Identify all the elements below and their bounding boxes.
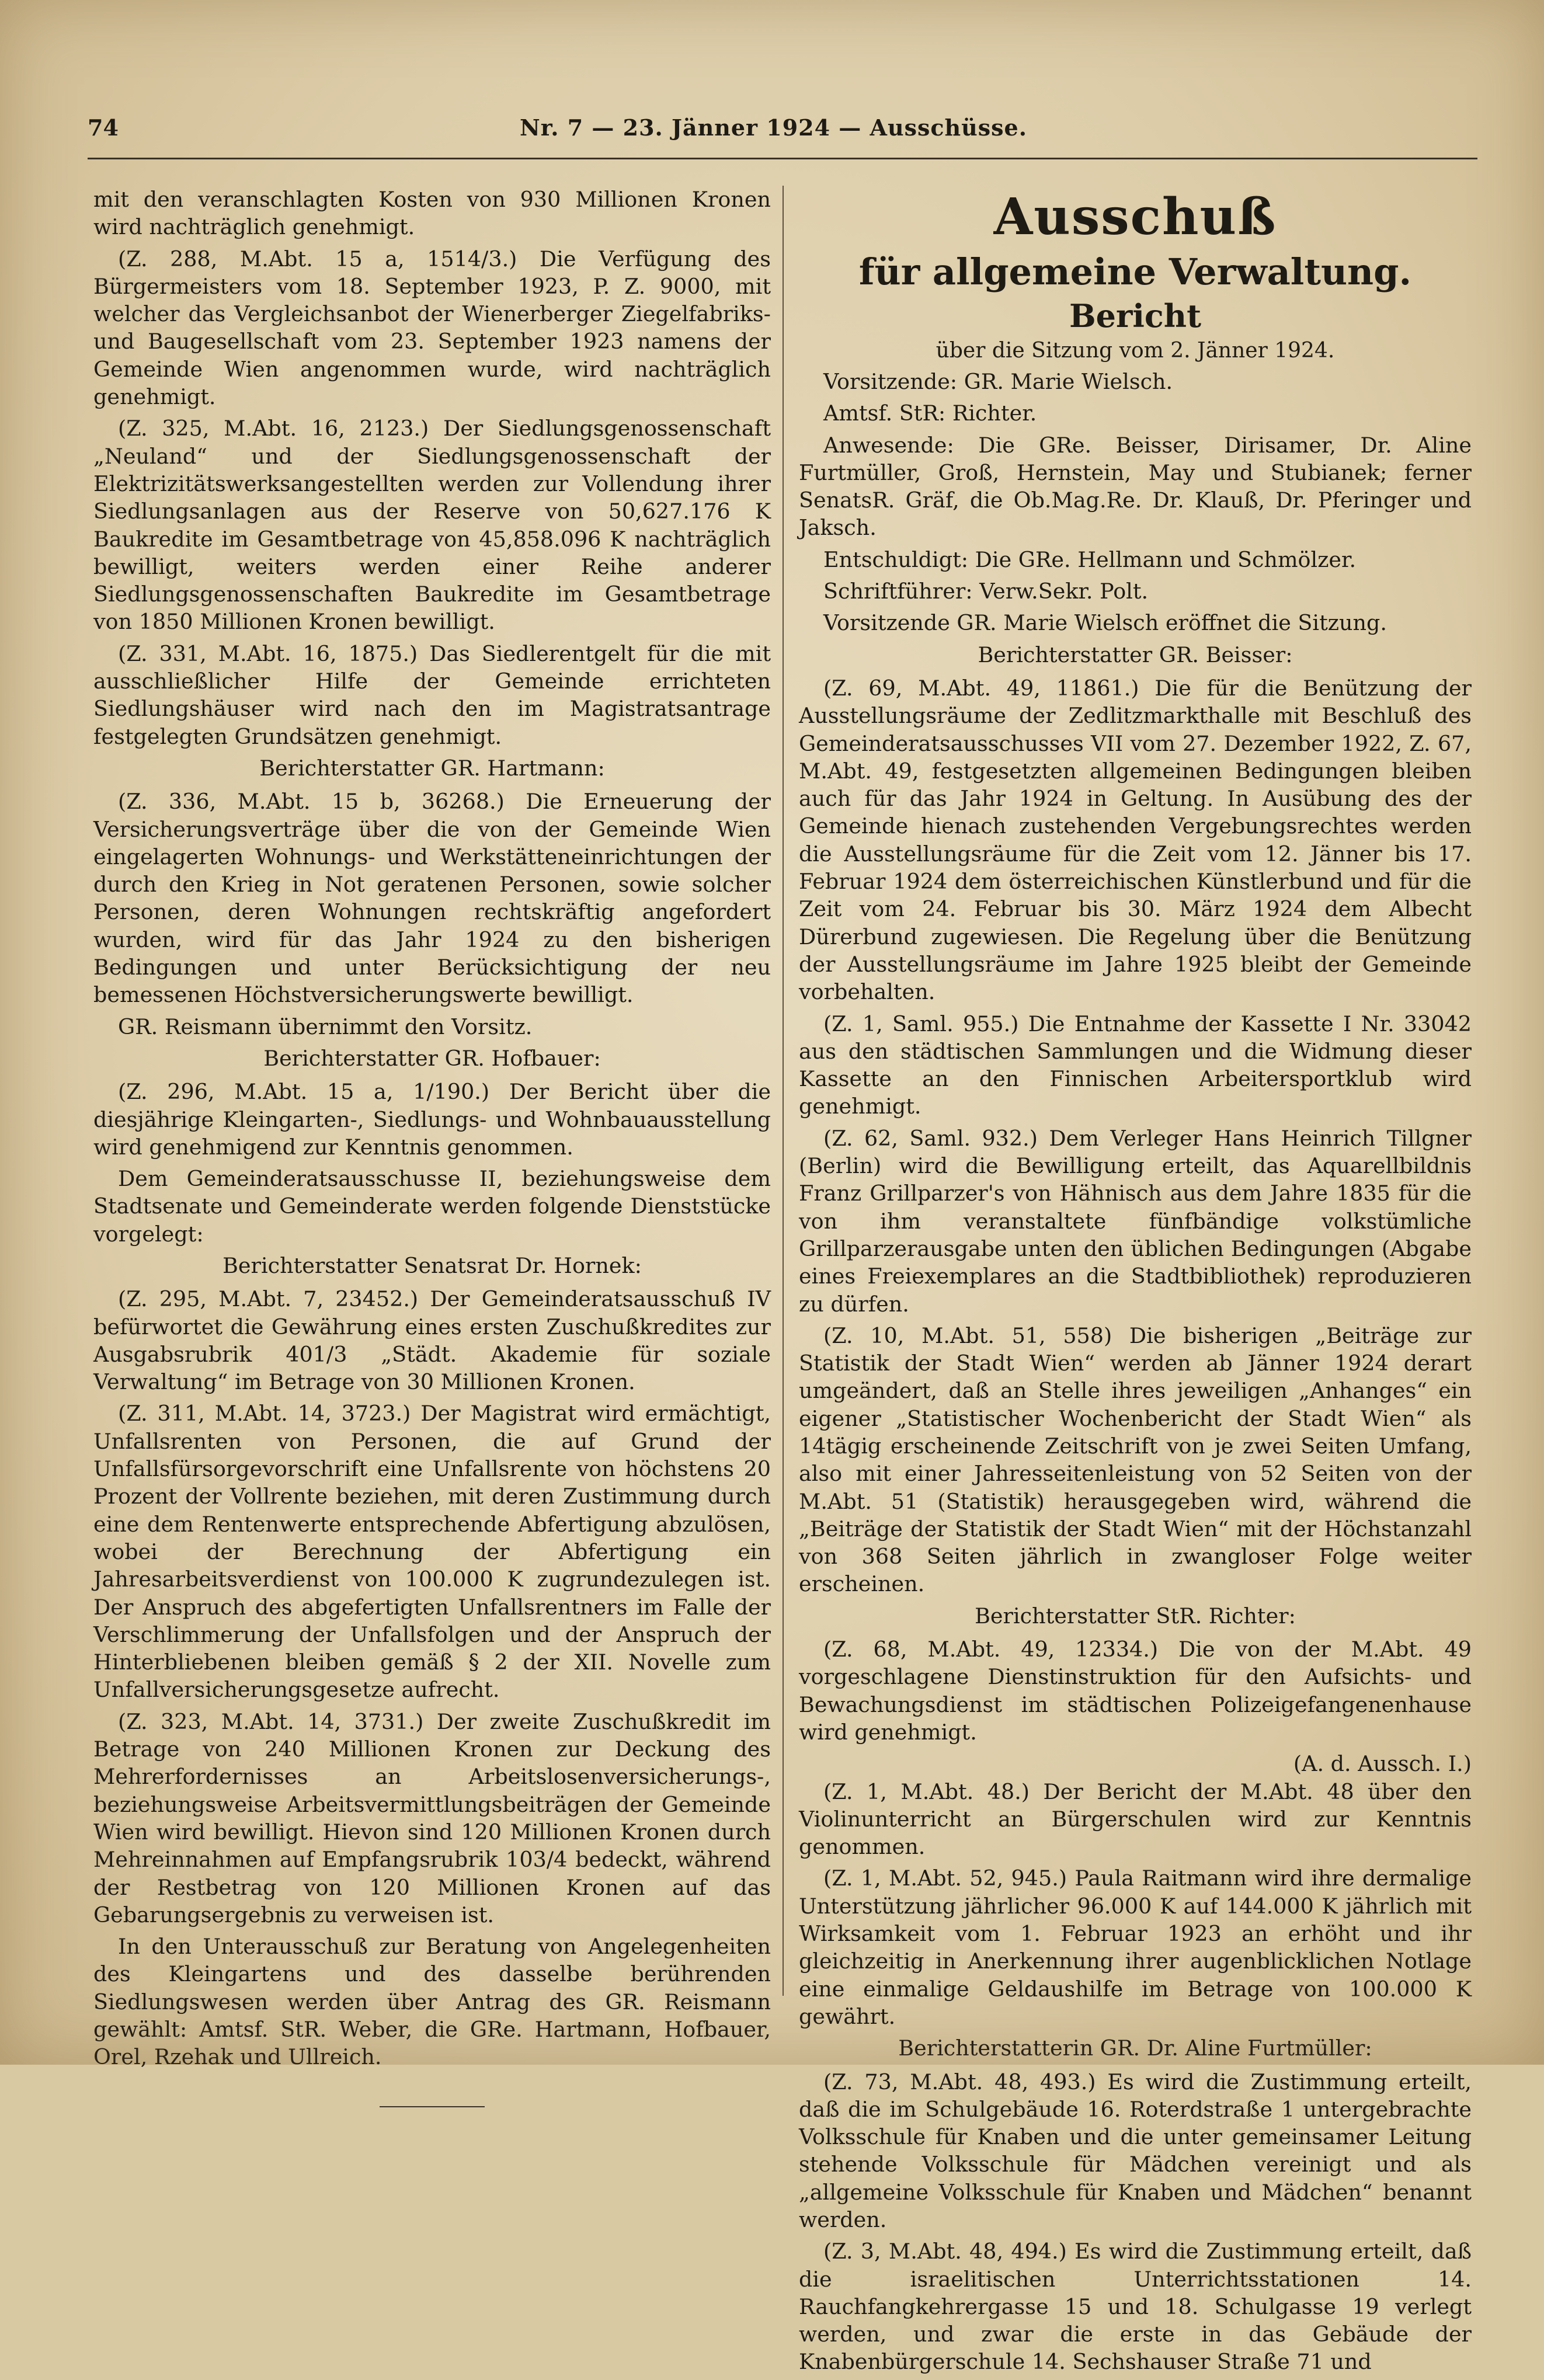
right-paragraph: (Z. 68, M.Abt. 49, 12334.) Die von der M.Abt. 49 vorgeschlagene Dienstinstruktion für den Aufsichts- und Bewachungsdienst im städtischen Polizeigefangenenhause wird genehmigt.	[799, 1637, 1472, 1745]
page-number: 74	[88, 114, 119, 141]
committee-ii-intro: Dem Gemeinderatsausschusse II, beziehungsweise dem Stadtsenate und Gemeinderate werden folgende Dienststücke vorgelegt:	[93, 1166, 771, 1247]
rapporteur-heading: Berichterstatter GR. Hofbauer:	[263, 1045, 601, 1071]
page-header	[88, 114, 1477, 149]
right-column	[799, 186, 1472, 2380]
right-paragraph: (Z. 1, Saml. 955.) Die Entnahme der Kassette I Nr. 33042 aus den städtischen Sammlungen und die Widmung dieser Kassette an den Finnischen Arbeitersportklub wird genehmigt.	[799, 1011, 1472, 1119]
left-paragraph: (Z. 325, M.Abt. 16, 2123.) Der Siedlungsgenossenschaft „Neuland“ und der Siedlungsgenossenschaft der Elektrizitätswerksangestellten werden zur Vollendung ihrer Siedlungsanlagen aus der Reserve von 50,627.176 K Baukredite im Gesamtbetrage von 45,858.096 K nachträglich bewilligt, weiters werden einer Reihe anderer Siedlungsgenossenschaften Baukredite im Gesamtbetrage von 1850 Millionen Kronen bewilligt.	[93, 416, 771, 635]
left-paragraph: (Z. 331, M.Abt. 16, 1875.) Das Siedlerentgelt für die mit ausschließlicher Hilfe der Gemeinde errichteten Siedlungshäuser wird nach den im Magistratsantrage festgelegten Grundsätzen genehmigt.	[93, 641, 771, 749]
referral-note: (A. d. Aussch. I.)	[1293, 1751, 1472, 1777]
right-paragraph: (Z. 69, M.Abt. 49, 11861.) Die für die Benützung der Ausstellungsräume der Zedlitzmarkthalle mit Beschluß des Gemeinderatsausschusses VII vom 27. Dezember 1922, Z. 67, M.Abt. 49, festgesetzten allgemeinen Bedingungen bleiben auch für das Jahr 1924 in Geltung. In Ausübung des der Gemeinde hienach zustehenden Vergebungsrechtes werden die Ausstellungsräume für die Zeit vom 12. Jänner bis 17. Februar 1924 dem österreichischen Künstlerbund und für die Zeit vom 24. Februar bis 30. März 1924 dem Albecht Dürerbund zugewiesen. Die Regelung über die Benützung der Ausstellungsräume im Jahre 1925 bleibt der Gemeinde vorbehalten.	[799, 675, 1472, 1005]
right-paragraph: (Z. 10, M.Abt. 51, 558) Die bisherigen „Beiträge zur Statistik der Stadt Wien“ werden ab Jänner 1924 derart umgeändert, daß an Stelle ihres jeweiligen „Anhanges“ ein eigener „Statistischer Wochenbericht der Stadt Wien“ als 14tägig erscheinende Zeitschrift von je zwei Seiten Umfang, also mit einer Jahresseitenleistung von 52 Seiten von der M.Abt. 51 (Statistik) herausgegeben wird, während die „Beiträge der Statistik der Stadt Wien“ mit der Höchstanzahl von 368 Seiten jährlich in zwangloser Folge weiter erscheinen.	[799, 1323, 1472, 1597]
left-column	[93, 186, 771, 2107]
right-paragraph: (Z. 1, M.Abt. 52, 945.) Paula Raitmann wird ihre dermalige Unterstützung jährlicher 96.000 K auf 144.000 K jährlich mit Wirksamkeit vom 1. Februar 1923 an erhöht und ihr gleichzeitig in Anerkennung ihrer augenblicklichen Notlage eine einmalige Geldaushilfe im Betrage von 100.000 K gewährt.	[799, 1866, 1472, 2029]
chair-line: Vorsitzende: GR. Marie Wielsch.	[823, 369, 1173, 394]
rapporteur-heading: Berichterstatter Senatsrat Dr. Hornek:	[222, 1252, 642, 1278]
running-head: Nr. 7 — 23. Jänner 1924 — Ausschüsse.	[520, 114, 1027, 141]
left-paragraph: (Z. 311, M.Abt. 14, 3723.) Der Magistrat wird ermächtigt, Unfallsrenten von Personen, die auf Grund der Unfallsfürsorgevorschrift eine Unfallsrente von höchstens 20 Prozent der Vollrente beziehen, mit deren Zustimmung durch eine dem Rentenwerte entsprechende Abfertigung abzulösen, wobei der Berechnung der Abfertigung ein Jahresarbeitsverdienst von 100.000 K zugrundezulegen ist. Der Anspruch des abgefertigten Unfallsrentners im Falle der Verschlimmerung der Unfallsfolgen und der Anspruch der Hinterbliebenen bleiben gemäß § 2 der XII. Novelle zum Unfallversicherungsgesetze aufrecht.	[93, 1401, 771, 1703]
left-paragraph: (Z. 296, M.Abt. 15 a, 1/190.) Der Bericht über die diesjährige Kleingarten-, Siedlungs- und Wohnbauausstellung wird genehmigend zur Kenntnis genommen.	[93, 1079, 771, 1160]
secretary-line: Schriftführer: Verw.Sekr. Polt.	[823, 579, 1149, 604]
section-subtitle: für allgemeine Verwaltung.	[858, 250, 1412, 293]
opening-line: Vorsitzende GR. Marie Wielsch eröffnet die Sitzung.	[823, 610, 1387, 636]
left-paragraph: mit den veranschlagten Kosten von 930 Millionen Kronen wird nachträglich genehmigt.	[93, 187, 771, 240]
chair-change-note: GR. Reismann übernimmt den Vorsitz.	[118, 1014, 533, 1039]
left-paragraph: (Z. 295, M.Abt. 7, 23452.) Der Gemeinderatsausschuß IV befürwortet die Gewährung eines ersten Zuschußkredites zur Ausgabsrubrik 401/3 „Städt. Akademie für soziale Verwaltung“ im Betrage von 30 Millionen Kronen.	[93, 1286, 771, 1395]
column-divider	[783, 186, 784, 1996]
left-paragraph: (Z. 323, M.Abt. 14, 3731.) Der zweite Zuschußkredit im Betrage von 240 Millionen Kronen zur Deckung des Mehrerfordernisses an Arbeitslosenversicherungs-, beziehungsweise Arbeitsvermittlungsbeiträgen der Gemeinde Wien wird bewilligt. Hievon sind 120 Millionen Kronen durch Mehreinnahmen auf Empfangsrubrik 103/4 bedeckt, während der Restbetrag von 120 Millionen Kronen auf das Gebarungsergebnis zu verweisen ist.	[93, 1709, 771, 1927]
rapporteur-heading: Berichterstatter GR. Beisser:	[978, 642, 1293, 667]
right-paragraph: (Z. 1, M.Abt. 48.) Der Bericht der M.Abt. 48 über den Violinunterricht an Bürgerschulen wird zur Kenntnis genommen.	[799, 1779, 1472, 1860]
report-label: Bericht	[1069, 297, 1202, 335]
rapporteur-heading: Berichterstatterin GR. Dr. Aline Furtmüller:	[898, 2035, 1372, 2061]
rapporteur-heading: Berichterstatter StR. Richter:	[975, 1603, 1296, 1629]
left-paragraph: (Z. 336, M.Abt. 15 b, 36268.) Die Erneuerung der Versicherungsverträge über die von der Gemeinde Wien eingelagerten Wohnungs- und Werkstätteneinrichtungen der durch den Krieg in Not geratenen Personen, sowie solcher Personen, deren Wohnungen rechtskräftig angefordert wurden, wird für das Jahr 1924 zu den bisherigen Bedingungen und unter Berücksichtigung der neu bemessenen Höchstversicherungswerte bewilligt.	[93, 789, 771, 1008]
right-paragraph: (Z. 3, M.Abt. 48, 494.) Es wird die Zustimmung erteilt, daß die israelitischen Unterrichtsstationen 14. Rauchfangkehrergasse 15 und 18. Schulgasse 19 verlegt werden, und zwar die erste in das Gebäude der Knabenbürgerschule 14. Sechshauser Straße 71 und	[799, 2239, 1472, 2375]
executive-line: Amtsf. StR: Richter.	[823, 401, 1037, 426]
session-date: über die Sitzung vom 2. Jänner 1924.	[936, 339, 1335, 363]
rapporteur-heading: Berichterstatter GR. Hartmann:	[259, 755, 605, 781]
header-rule	[88, 158, 1477, 159]
section-title: Ausschuß	[993, 187, 1277, 246]
excused-line: Entschuldigt: Die GRe. Hellmann und Schmölzer.	[823, 547, 1357, 572]
left-paragraph: (Z. 288, M.Abt. 15 a, 1514/3.) Die Verfügung des Bürgermeisters vom 18. September 1923, P. Z. 9000, mit welcher das Vergleichsanbot der Wienerberger Ziegelfabriks- und Baugesellschaft vom 23. September 1923 namens der Gemeinde Wien angenommen wurde, wird nachträglich genehmigt.	[93, 246, 771, 410]
closing-rule	[380, 2106, 485, 2107]
right-paragraph: (Z. 73, M.Abt. 48, 493.) Es wird die Zustimmung erteilt, daß die im Schulgebäude 16. Roterdstraße 1 untergebrachte Volksschule für Knaben und die unter gemeinsamer Leitung stehende Volksschule für Mädchen vereinigt und als „allgemeine Volksschule für Knaben und Mädchen“ benannt werden.	[799, 2069, 1472, 2232]
left-paragraph: In den Unterausschuß zur Beratung von Angelegenheiten des Kleingartens und des dasselbe berührenden Siedlungswesen werden über Antrag des GR. Reismann gewählt: Amtsf. StR. Weber, die GRe. Hartmann, Hofbauer, Orel, Rzehak und Ullreich.	[93, 1934, 771, 2070]
present-line: Anwesende: Die GRe. Beisser, Dirisamer, Dr. Aline Furtmüller, Groß, Hernstein, May und Stubianek; ferner SenatsR. Gräf, die Ob.Mag.Re. Dr. Klauß, Dr. Pferinger und Jaksch.	[799, 432, 1472, 541]
right-paragraph: (Z. 62, Saml. 932.) Dem Verleger Hans Heinrich Tillgner (Berlin) wird die Bewilligung erteilt, das Aquarellbildnis Franz Grillparzer's von Hähnisch aus dem Jahre 1835 für die von ihm veranstaltete fünfbändige volkstümliche Grillparzerausgabe unten den üblichen Bedingungen (Abgabe eines Freiexemplares an die Stadtbibliothek) reproduzieren zu dürfen.	[799, 1125, 1472, 1317]
